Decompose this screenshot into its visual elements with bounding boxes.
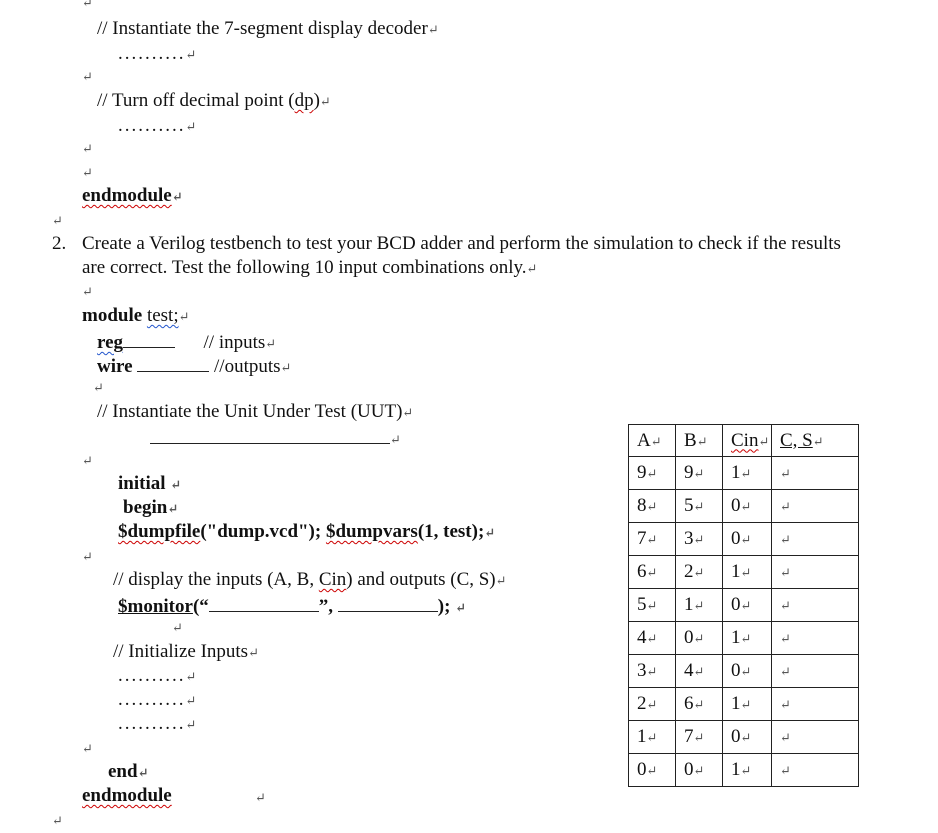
- paragraph-mark: [82, 546, 93, 568]
- inputs-comment: // inputs: [203, 332, 266, 353]
- task-line-2: [82, 257, 537, 280]
- paragraph-mark: [390, 432, 401, 447]
- monitor-function: $monitor: [118, 596, 193, 617]
- monitor-close-quote: ”,: [318, 596, 334, 617]
- cell-a: 8 ↵: [629, 490, 676, 523]
- module-name: test;: [146, 305, 179, 326]
- uut-blank-line: [150, 425, 401, 451]
- paragraph-mark: [82, 66, 93, 88]
- cell-a: 1 ↵: [629, 721, 676, 754]
- module-declaration: [82, 305, 190, 328]
- cell-b: 2 ↵: [676, 556, 723, 589]
- cell-c-s: [772, 655, 859, 688]
- cell-a: 4 ↵: [629, 622, 676, 655]
- cell-a: 5 ↵: [629, 589, 676, 622]
- paragraph-mark: [82, 138, 93, 160]
- table-row: [629, 622, 859, 655]
- cell-a: 2 ↵: [629, 688, 676, 721]
- placeholder-dots: [118, 713, 198, 736]
- paragraph-mark: [82, 162, 93, 184]
- placeholder-dots: [118, 665, 198, 688]
- cell-c-s: [772, 589, 859, 622]
- paragraph-mark: [52, 810, 63, 832]
- paragraph-mark: [255, 787, 266, 809]
- cell-cin: 1 ↵: [723, 622, 772, 655]
- table-row: [629, 721, 859, 754]
- initialize-comment-text: // Initialize Inputs: [113, 641, 249, 662]
- paragraph-mark: [281, 360, 292, 375]
- display-comment-cin: Cin: [318, 569, 347, 590]
- dumpvars-function: $dumpvars: [325, 521, 418, 542]
- paragraph-mark: [320, 94, 331, 109]
- paragraph-mark: [170, 477, 181, 492]
- dump-statement: [118, 521, 495, 544]
- cell-c-s: [772, 721, 859, 754]
- table-row: [629, 490, 859, 523]
- table-header-row: [629, 425, 859, 457]
- dumpvars-args: (1, test);: [417, 521, 485, 542]
- paragraph-mark: [172, 189, 183, 204]
- cell-c-s: [772, 490, 859, 523]
- paragraph-mark: [484, 525, 495, 540]
- module-keyword: module: [82, 305, 143, 326]
- cell-cin: 1 ↵: [723, 556, 772, 589]
- begin-text: begin: [123, 497, 168, 518]
- wire-declaration: [97, 353, 291, 379]
- table-row: [629, 688, 859, 721]
- monitor-end: );: [437, 596, 451, 617]
- task-number: 2.: [52, 233, 67, 254]
- header-b: B ↵: [676, 425, 723, 457]
- initialize-inputs-comment: [113, 641, 259, 664]
- table-row: [629, 523, 859, 556]
- cell-c-s: [772, 688, 859, 721]
- monitor-format-blank: [209, 593, 319, 612]
- header-cin: Cin ↵: [723, 425, 772, 457]
- cell-b: 0 ↵: [676, 622, 723, 655]
- paragraph-mark: [186, 119, 199, 134]
- task-line-2-text: are correct. Test the following 10 input combinations only.: [82, 257, 527, 278]
- cell-b: 5 ↵: [676, 490, 723, 523]
- dots-text: ..........: [118, 689, 186, 710]
- cell-a: 7 ↵: [629, 523, 676, 556]
- end-keyword: [108, 761, 148, 784]
- placeholder-dots: [118, 43, 198, 66]
- paragraph-mark: [93, 377, 104, 399]
- paragraph-mark: [172, 617, 183, 639]
- reg-declaration: [97, 329, 276, 355]
- uut-blank: [150, 425, 390, 444]
- reg-keyword: reg: [97, 332, 124, 353]
- endmodule-keyword: [82, 785, 172, 807]
- dots-text: ..........: [118, 115, 186, 136]
- cell-b: 1 ↵: [676, 589, 723, 622]
- dots-text: ..........: [118, 665, 186, 686]
- display-comment: [113, 569, 507, 592]
- paragraph-mark: [82, 738, 93, 760]
- table-row: [629, 754, 859, 787]
- placeholder-dots: [118, 115, 198, 138]
- paragraph-mark: [496, 573, 507, 588]
- dumpfile-function: $dumpfile: [118, 521, 201, 542]
- cell-c-s: [772, 523, 859, 556]
- reg-blank: [123, 329, 175, 348]
- cell-cin: 1 ↵: [723, 457, 772, 490]
- initial-keyword: [118, 473, 181, 496]
- endmodule-keyword: [82, 185, 183, 208]
- paragraph-mark: [138, 765, 149, 780]
- cell-cin: 0 ↵: [723, 655, 772, 688]
- paragraph-mark: [248, 645, 259, 660]
- endmodule-text: endmodule: [82, 185, 172, 206]
- cell-a: 9 ↵: [629, 457, 676, 490]
- instantiate-uut-comment: [97, 401, 413, 424]
- header-c-s: C, S ↵: [772, 425, 859, 457]
- cell-a: 6 ↵: [629, 556, 676, 589]
- comment-text: // Instantiate the 7-segment display decoder: [97, 18, 428, 39]
- cell-c-s: [772, 556, 859, 589]
- paragraph-mark: [402, 405, 413, 420]
- paragraph-mark: [527, 261, 538, 276]
- paragraph-mark: [186, 669, 199, 684]
- paragraph-mark: [82, 0, 93, 14]
- comment-decimal-point: [97, 90, 331, 113]
- cell-cin: 0 ↵: [723, 523, 772, 556]
- cell-b: 9 ↵: [676, 457, 723, 490]
- dots-text: ..........: [118, 713, 186, 734]
- header-a: A ↵: [629, 425, 676, 457]
- paragraph-mark: [455, 600, 466, 615]
- comment-instantiate-decoder: [97, 18, 439, 41]
- input-combinations-table: [628, 424, 859, 787]
- cell-b: 6 ↵: [676, 688, 723, 721]
- cell-b: 0 ↵: [676, 754, 723, 787]
- dots-text: ..........: [118, 43, 186, 64]
- placeholder-dots: [118, 689, 198, 712]
- cell-cin: 1 ↵: [723, 754, 772, 787]
- task-line-1: Create a Verilog testbench to test your BCD adder and perform the simulation to check if the results: [82, 233, 841, 254]
- monitor-statement: [118, 593, 466, 619]
- dumpfile-args: ("dump.vcd");: [200, 521, 326, 542]
- paragraph-mark: [82, 281, 93, 303]
- initial-text: initial: [118, 473, 166, 494]
- paragraph-mark: [82, 450, 93, 472]
- comment-prefix: // Turn off decimal point (: [97, 90, 295, 111]
- paragraph-mark: [52, 210, 63, 232]
- cell-b: 7 ↵: [676, 721, 723, 754]
- wire-blank: [137, 353, 209, 372]
- endmodule-text: endmodule: [82, 785, 172, 806]
- cell-b: 4 ↵: [676, 655, 723, 688]
- paragraph-mark: [186, 47, 199, 62]
- paragraph-mark: [186, 693, 199, 708]
- paragraph-mark: [167, 501, 178, 516]
- cell-b: 3 ↵: [676, 523, 723, 556]
- table-row: [629, 655, 859, 688]
- display-comment-suffix: ) and outputs (C, S): [346, 569, 496, 590]
- begin-keyword: [123, 497, 178, 520]
- cell-a: 3 ↵: [629, 655, 676, 688]
- outputs-comment: //outputs: [214, 356, 281, 377]
- paragraph-mark: [428, 22, 439, 37]
- monitor-open: (“: [192, 596, 209, 617]
- cell-cin: 0 ↵: [723, 589, 772, 622]
- cell-cin: 0 ↵: [723, 490, 772, 523]
- instantiate-comment-text: // Instantiate the Unit Under Test (UUT): [97, 401, 403, 422]
- paragraph-mark: [265, 336, 276, 351]
- comment-suffix: ): [313, 90, 320, 111]
- comment-dp-word: dp: [294, 90, 314, 111]
- table-row: [629, 457, 859, 490]
- wire-keyword: wire: [97, 356, 133, 377]
- cell-c-s: [772, 622, 859, 655]
- cell-c-s: [772, 457, 859, 490]
- end-text: end: [108, 761, 138, 782]
- paragraph-mark: [179, 309, 190, 324]
- cell-a: 0 ↵: [629, 754, 676, 787]
- monitor-args-blank: [338, 593, 438, 612]
- table-row: [629, 589, 859, 622]
- display-comment-prefix: // display the inputs (A, B,: [113, 569, 319, 590]
- cell-cin: 1 ↵: [723, 688, 772, 721]
- table-row: [629, 556, 859, 589]
- paragraph-mark: [186, 717, 199, 732]
- cell-cin: 0 ↵: [723, 721, 772, 754]
- cell-c-s: [772, 754, 859, 787]
